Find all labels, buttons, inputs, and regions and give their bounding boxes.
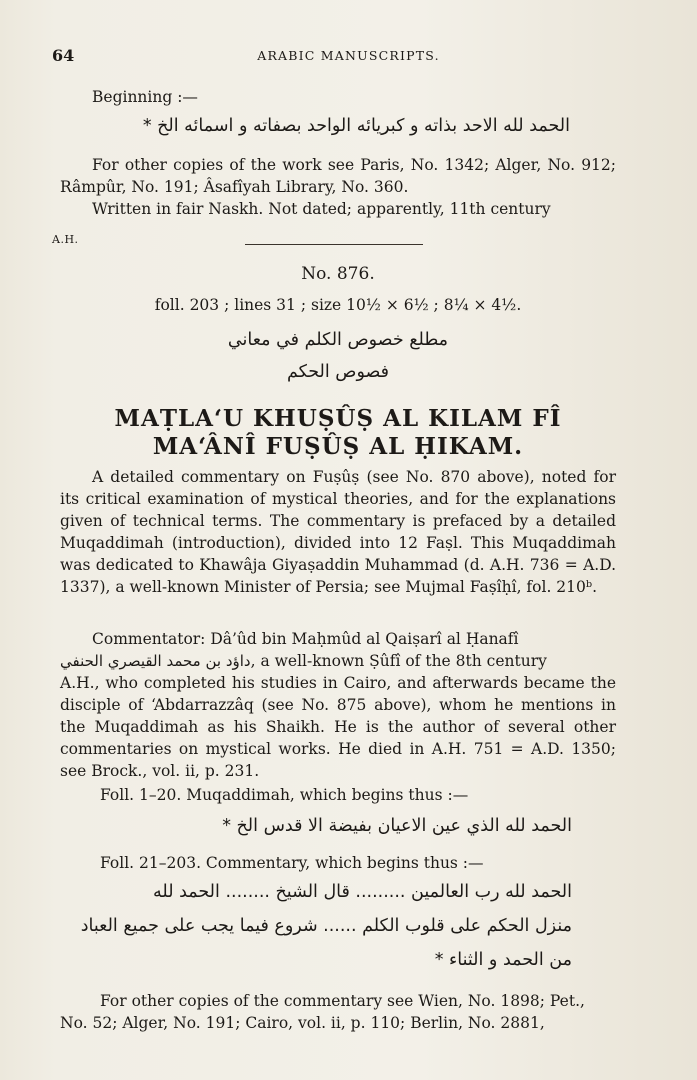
- written-line-ah: A.H.: [52, 233, 79, 246]
- arabic-commentary-line2: منزل الحكم على قلوب الكلم ...... شروع فيما يجب على جميع العباد: [80, 916, 572, 936]
- page-number: 64: [52, 46, 75, 65]
- commentator-paragraph: A.H., who completed his studies in Cairo, and afterwards became the disciple of ‘Abdarrazzâq (see No. 875 above), whom he mentions in the Muqaddimah as his Shaikh. He is the author of several other commentaries on mystical works. He died in A.H. 751 = A.D. 1350; see Brock., vol. ii, p. 231.: [60, 674, 616, 780]
- entry-number: No. 876.: [301, 264, 375, 284]
- commentator-line: Commentator: Dâ’ûd bin Maḥmûd al Qaiṣarî al Ḥanafî: [92, 630, 519, 648]
- arabic-title-line2: فصوص الحكم: [286, 362, 390, 382]
- arabic-muqaddimah-incipit: الحمد لله الذي عين الاعيان بفيضة الا قدس الخ *: [222, 816, 572, 836]
- entry-folio-info: foll. 203 ; lines 31 ; size 10½ × 6½ ; 8¼ × 4½.: [154, 296, 522, 314]
- other-copies-line1: For other copies of the commentary see Wien, No. 1898; Pet.,: [100, 992, 585, 1010]
- beginning-label: Beginning :—: [92, 88, 198, 106]
- entry-title-line2: MA‘ÂNÎ FUṢÛṢ AL ḤIKAM.: [152, 433, 524, 460]
- foll-1-20-line: Foll. 1–20. Muqaddimah, which begins thus :—: [100, 786, 469, 804]
- written-line: Written in fair Naskh. Not dated; apparently, 11th century: [92, 200, 551, 218]
- running-title: ARABIC MANUSCRIPTS.: [257, 48, 440, 63]
- section-divider: [245, 244, 423, 245]
- arabic-commentary-line3: من الحمد و الثناء *: [434, 950, 572, 970]
- other-copies-line2: No. 52; Alger, No. 191; Cairo, vol. ii, p. 110; Berlin, No. 2881,: [60, 1014, 545, 1032]
- arabic-beginning: الحمد لله الاحد بذاته و كبريائه الواحد بصفاته و اسمائه الخ *: [142, 116, 570, 136]
- arabic-title-line1: مطلع خصوص الكلم في معاني: [227, 330, 449, 350]
- entry-title-line1: MAṬLA‘U KHUṢÛṢ AL KILAM FÎ: [114, 405, 562, 432]
- commentator-arabic-line: [60, 650, 616, 672]
- arabic-commentary-line1: الحمد لله رب العالمين ......... قال الشيخ ........ الحمد لله: [153, 882, 572, 902]
- foll-21-203-line: Foll. 21–203. Commentary, which begins thus :—: [100, 854, 484, 872]
- description-paragraph: A detailed commentary on Fuṣûṣ (see No. 870 above), noted for its critical examination of mystical theories, and for the explanations given of technical terms. The commentary is prefaced by a detailed Muqaddimah (introduction), divided into 12 Faṣl. This Muqaddimah was dedicated to Khawâja Giyaṣaddin Muhammad (d. A.H. 736 = A.D. 1337), a well-known Minister of Persia; see Mujmal Faṣîḥî, fol. 210ᵇ.: [60, 468, 616, 596]
- commentator-rest: , a well-known Ṣûfî of the 8th century: [250, 652, 547, 670]
- page-header: [52, 46, 645, 68]
- prev-copies-paragraph: For other copies of the work see Paris, No. 1342; Alger, No. 912; Râmpûr, No. 191; Âsafîyah Library, No. 360.: [60, 156, 616, 196]
- commentator-arabic-name: داؤد بن محمد القيصري الحنفي: [60, 652, 251, 670]
